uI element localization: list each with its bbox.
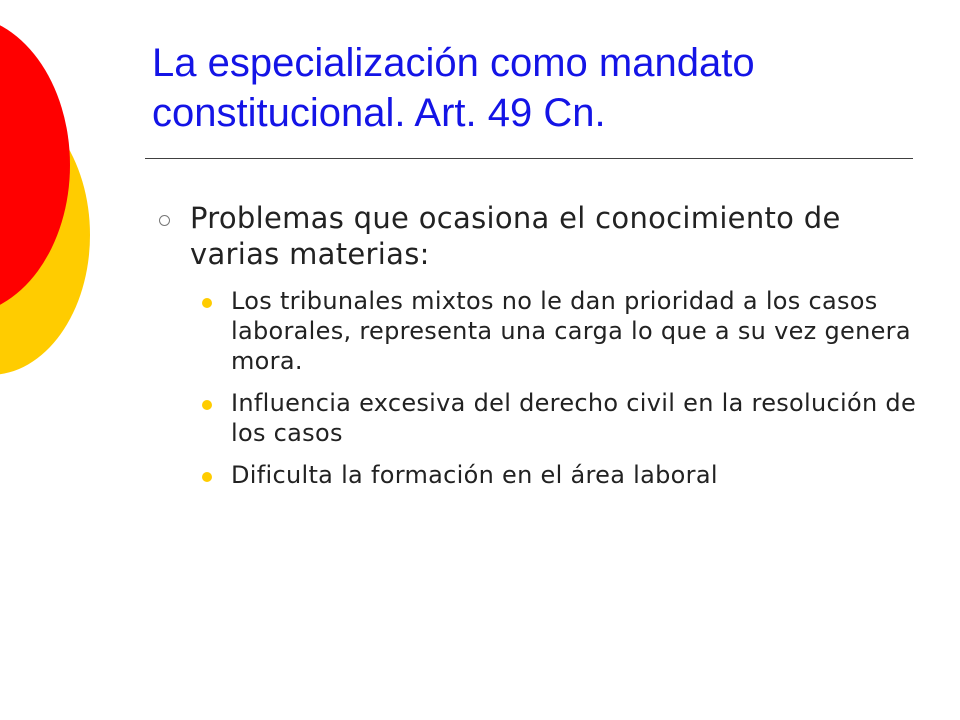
yellow-dot-icon	[202, 298, 212, 308]
sub-bullet-item	[194, 388, 922, 448]
main-bullet-text: Problemas que ocasiona el conocimiento de varias materias:	[190, 201, 841, 271]
sub-bullet-text: Influencia excesiva del derecho civil en la resolución de los casos	[231, 389, 917, 447]
yellow-dot-icon	[202, 400, 212, 410]
sub-bullet-item	[194, 460, 922, 490]
slide-title: La especialización como mandato constitucional. Art. 49 Cn.	[152, 41, 755, 135]
sub-bullet-item	[194, 286, 922, 376]
slide-content	[152, 200, 922, 502]
sub-bullet-text: Los tribunales mixtos no le dan prioridad a los casos laborales, representa una carga lo que a su vez genera mora.	[231, 287, 911, 375]
hollow-circle-icon	[159, 215, 170, 226]
title-divider	[145, 158, 913, 159]
main-bullet-point	[152, 200, 922, 272]
sub-bullet-text: Dificulta la formación en el área laboral	[231, 461, 718, 489]
sub-bullet-list	[152, 286, 922, 490]
yellow-dot-icon	[202, 472, 212, 482]
